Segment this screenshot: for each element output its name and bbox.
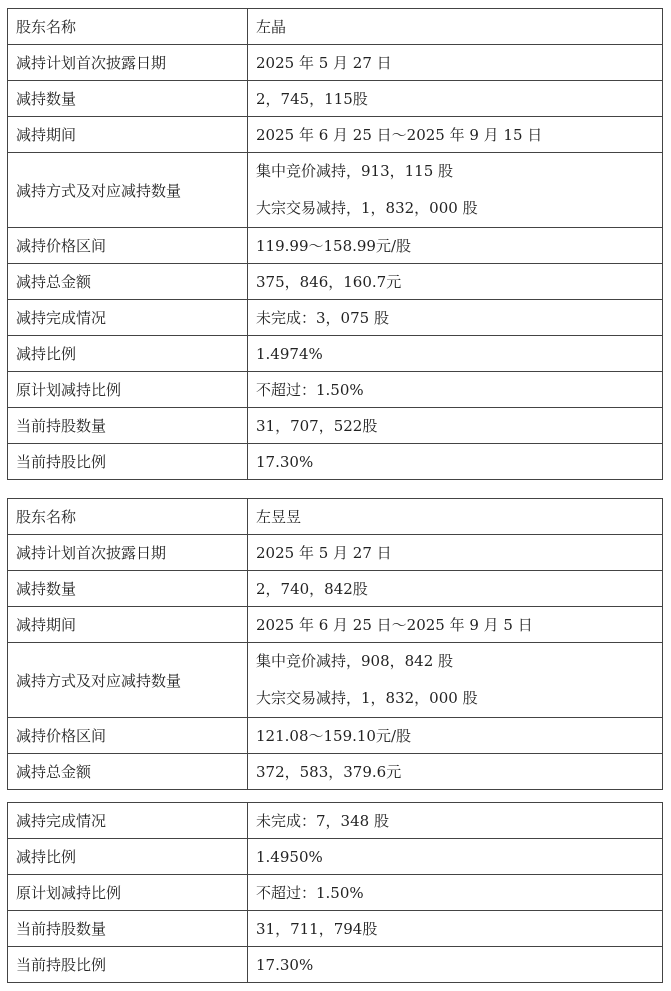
- row-value: 左昱昱: [248, 499, 663, 535]
- row-label: 减持数量: [8, 571, 248, 607]
- row-value: 121.08～159.10元/股: [248, 718, 663, 754]
- row-value: 31，711，794股: [248, 911, 663, 947]
- table-row: [8, 803, 663, 839]
- table-row: [8, 153, 663, 228]
- row-label: 当前持股比例: [8, 947, 248, 983]
- table-row: [8, 911, 663, 947]
- row-value: 17.30%: [248, 947, 663, 983]
- table-row: [8, 643, 663, 718]
- row-value: 119.99～158.99元/股: [248, 228, 663, 264]
- row-label: 当前持股数量: [8, 911, 248, 947]
- row-value: 17.30%: [248, 444, 663, 480]
- row-value: 未完成：3，075 股: [248, 300, 663, 336]
- row-label: 减持计划首次披露日期: [8, 535, 248, 571]
- row-label: 当前持股数量: [8, 408, 248, 444]
- table-row: [8, 45, 663, 81]
- row-label: 减持期间: [8, 607, 248, 643]
- row-label: 减持数量: [8, 81, 248, 117]
- row-value: 左晶: [248, 9, 663, 45]
- row-label: 股东名称: [8, 499, 248, 535]
- table-row: [8, 117, 663, 153]
- row-label: 减持完成情况: [8, 803, 248, 839]
- table-row: [8, 264, 663, 300]
- value-line: 大宗交易减持，1，832，000 股: [256, 689, 478, 707]
- table-row: [8, 947, 663, 983]
- table-row: [8, 875, 663, 911]
- row-value: 375，846，160.7元: [248, 264, 663, 300]
- value-line: 集中竞价减持，913，115 股: [256, 162, 454, 180]
- table-row: [8, 571, 663, 607]
- table-row: [8, 336, 663, 372]
- row-label: 减持总金额: [8, 264, 248, 300]
- table-row: [8, 228, 663, 264]
- row-label: 减持完成情况: [8, 300, 248, 336]
- table-row: [8, 718, 663, 754]
- row-label: 减持方式及对应减持数量: [8, 153, 248, 228]
- row-label: 减持比例: [8, 336, 248, 372]
- table-row: [8, 499, 663, 535]
- row-value: 2025 年 5 月 27 日: [248, 45, 663, 81]
- value-line: 大宗交易减持，1，832，000 股: [256, 199, 478, 217]
- shareholder-table-2-continued: [7, 802, 663, 983]
- row-value: 不超过：1.50%: [248, 372, 663, 408]
- shareholder-table-1: [7, 8, 663, 480]
- row-value: 2，740，842股: [248, 571, 663, 607]
- row-label: 减持方式及对应减持数量: [8, 643, 248, 718]
- row-value: 372，583，379.6元: [248, 754, 663, 790]
- row-label: 原计划减持比例: [8, 372, 248, 408]
- row-value: 2，745，115股: [248, 81, 663, 117]
- row-label: 减持期间: [8, 117, 248, 153]
- table-row: [8, 754, 663, 790]
- shareholder-table-2: [7, 498, 663, 790]
- table-row: [8, 372, 663, 408]
- row-label: 减持比例: [8, 839, 248, 875]
- row-value: 不超过：1.50%: [248, 875, 663, 911]
- row-value: 2025 年 6 月 25 日～2025 年 9 月 5 日: [248, 607, 663, 643]
- row-value: 31，707，522股: [248, 408, 663, 444]
- row-label: 股东名称: [8, 9, 248, 45]
- table-row: [8, 607, 663, 643]
- table-row: [8, 9, 663, 45]
- row-value: 2025 年 6 月 25 日～2025 年 9 月 15 日: [248, 117, 663, 153]
- value-line: 集中竞价减持，908，842 股: [256, 652, 454, 670]
- row-value: 2025 年 5 月 27 日: [248, 535, 663, 571]
- row-label: 减持计划首次披露日期: [8, 45, 248, 81]
- row-label: 减持价格区间: [8, 228, 248, 264]
- table-row: [8, 300, 663, 336]
- table-row: [8, 535, 663, 571]
- row-label: 减持价格区间: [8, 718, 248, 754]
- row-label: 原计划减持比例: [8, 875, 248, 911]
- table-row: [8, 444, 663, 480]
- row-value: 未完成：7，348 股: [248, 803, 663, 839]
- row-value: [248, 643, 663, 718]
- table-row: [8, 408, 663, 444]
- row-value: [248, 153, 663, 228]
- row-value: 1.4950%: [248, 839, 663, 875]
- row-label: 减持总金额: [8, 754, 248, 790]
- row-label: 当前持股比例: [8, 444, 248, 480]
- table-row: [8, 839, 663, 875]
- table-row: [8, 81, 663, 117]
- row-value: 1.4974%: [248, 336, 663, 372]
